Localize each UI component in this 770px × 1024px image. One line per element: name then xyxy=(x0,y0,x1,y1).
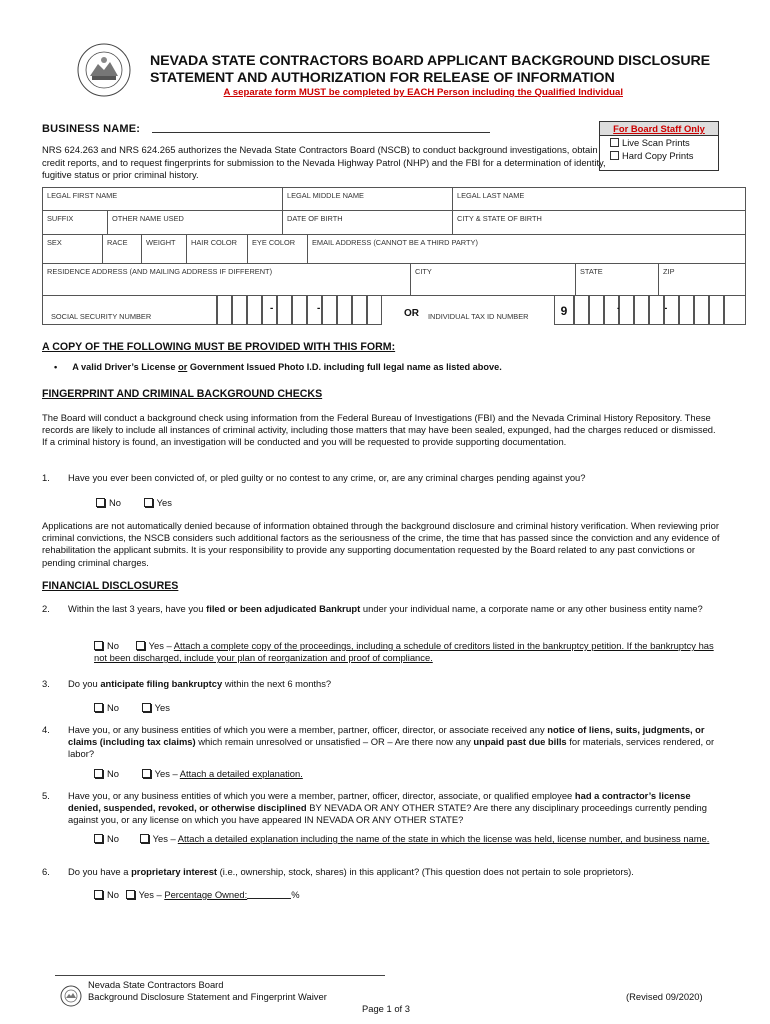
nevada-seal-logo xyxy=(76,40,132,100)
q2-options xyxy=(94,640,714,664)
q6-options xyxy=(94,889,300,900)
itin-digit-box[interactable] xyxy=(574,295,589,325)
percentage-owned-field[interactable] xyxy=(247,889,291,899)
legal-first-name-field[interactable] xyxy=(43,188,283,211)
itin-digit-box[interactable] xyxy=(649,295,664,325)
address-table xyxy=(42,263,746,296)
form-subtitle: A separate form MUST be completed by EACH Person including the Qualified Individual xyxy=(223,87,623,98)
field-label: EYE COLOR xyxy=(252,238,296,247)
field-label: RESIDENCE ADDRESS (AND MAILING ADDRESS IF DIFFERENT) xyxy=(47,267,273,276)
form-title xyxy=(150,53,730,87)
q2-part-a: Within the last 3 years, have you xyxy=(68,603,207,614)
ssn-digit-box[interactable] xyxy=(217,295,232,325)
title-line-1: NEVADA STATE CONTRACTORS BOARD APPLICANT BACKGROUND DISCLOSURE xyxy=(150,53,710,69)
q4-no-option[interactable] xyxy=(94,768,119,779)
ssn-label-cell xyxy=(42,295,217,325)
ssn-digit-box[interactable] xyxy=(337,295,352,325)
no-label: No xyxy=(109,497,121,508)
q3-no-option[interactable] xyxy=(94,702,119,713)
itin-digit-box[interactable] xyxy=(589,295,604,325)
no-label: No xyxy=(107,889,119,900)
q5-number: 5. xyxy=(42,790,50,801)
itin-dash: - xyxy=(664,303,668,314)
ssn-dash: - xyxy=(317,303,321,314)
page-number: Page 1 of 3 xyxy=(362,1003,410,1014)
checkbox-icon[interactable] xyxy=(94,769,103,778)
q3-part-c: within the next 6 months? xyxy=(222,678,332,689)
field-label: HAIR COLOR xyxy=(191,238,237,247)
field-label: WEIGHT xyxy=(146,238,176,247)
legal-last-name-field[interactable] xyxy=(453,188,746,211)
field-label: STATE xyxy=(580,267,603,276)
yes-label: Yes xyxy=(154,702,170,713)
revision-date: (Revised 09/2020) xyxy=(626,991,703,1002)
itin-digit-box[interactable] xyxy=(664,295,679,325)
q3-number: 3. xyxy=(42,678,50,689)
birthplace-field[interactable] xyxy=(453,211,746,235)
q3-part-b: anticipate filing bankruptcy xyxy=(100,678,223,689)
intro-text: NRS 624.263 and NRS 624.265 authorizes the Nevada State Contractors Board (NSCB) to conduct background investigations, obtain credit reports, and to request fingerprints for submission to the Nevada Highway Patrol (NHP) and the FBI for a determination of identity, fugitive status or prior criminal history. xyxy=(42,144,606,180)
itin-label: INDIVIDUAL TAX ID NUMBER xyxy=(428,312,529,321)
q5-options xyxy=(94,833,714,845)
q5-part-c: BY NEVADA OR ANY OTHER STATE? Are there any disciplinary proceedings currently pending against you, or any license on which you have appeared IN NEVADA OR ANY OTHER STATE? xyxy=(68,802,707,826)
no-label: No xyxy=(107,640,119,651)
suffix-field[interactable] xyxy=(43,211,108,235)
field-label: CITY xyxy=(415,267,432,276)
q5-part-a: Have you, or any business entities of which you were a member, partner, officer, director, associate, or qualified employee xyxy=(68,790,575,801)
yes-label: Yes – xyxy=(148,640,174,651)
title-line-2: STATEMENT AND AUTHORIZATION FOR RELEASE OF INFORMATION xyxy=(150,70,615,86)
checkbox-icon[interactable] xyxy=(94,703,103,712)
ssn-digit-box[interactable] xyxy=(247,295,262,325)
q3-yes-option[interactable] xyxy=(142,702,170,713)
q6-part-b: proprietary interest xyxy=(131,866,218,877)
ssn-digit-box[interactable] xyxy=(292,295,307,325)
applicant-info-table-2 xyxy=(42,210,746,235)
field-label: LEGAL MIDDLE NAME xyxy=(287,191,364,200)
no-label: No xyxy=(107,768,119,779)
fingerprint-body: The Board will conduct a background check using information from the Federal Bureau of Investigations (FBI) and the Nevada Criminal History Repository. These records are likely to include all instances of criminal activity, including those matters that may have been sealed, expunged, had the charges reduced or dismissed. If a criminal history is found, an investigation will be conducted and you will be requested to provide supporting documentation. xyxy=(42,412,716,448)
financial-heading: FINANCIAL DISCLOSURES xyxy=(42,580,179,592)
q4-number: 4. xyxy=(42,724,50,735)
yes-label: Yes – xyxy=(152,833,178,844)
race-field[interactable] xyxy=(103,235,142,264)
q2-no-option[interactable] xyxy=(94,640,119,651)
ssn-label: SOCIAL SECURITY NUMBER xyxy=(51,312,152,321)
no-label: No xyxy=(107,833,119,844)
checkbox-icon[interactable] xyxy=(610,151,619,160)
applicant-info-table xyxy=(42,187,746,211)
q2-number: 2. xyxy=(42,603,50,614)
q2-part-c: under your individual name, a corporate name or any other business entity name? xyxy=(360,603,703,614)
itin-digit-box[interactable] xyxy=(634,295,649,325)
zip-field[interactable] xyxy=(659,264,746,296)
field-label: SUFFIX xyxy=(47,214,74,223)
q3-part-a: Do you xyxy=(68,678,101,689)
ssn-digit-box[interactable] xyxy=(322,295,337,325)
q1-no-option[interactable] xyxy=(96,497,121,508)
q4-part-c: which remain unresolved or unsatisfied – OR – Are there now any xyxy=(195,736,474,748)
checkbox-icon[interactable] xyxy=(610,138,619,147)
field-label: RACE xyxy=(107,238,128,247)
q2-yes-option[interactable] xyxy=(136,640,174,651)
checkbox-icon[interactable] xyxy=(136,641,145,650)
q6-part-a: Do you have a xyxy=(68,866,132,877)
sex-field[interactable] xyxy=(43,235,103,264)
ssn-itin-row xyxy=(42,295,746,325)
q3-options xyxy=(94,702,170,713)
or-label: OR xyxy=(404,308,419,319)
itin-digit-box[interactable] xyxy=(619,295,634,325)
q4-part-a: Have you, or any business entities of which you were a member, partner, officer, director, or associate received any xyxy=(68,724,548,735)
checkbox-icon[interactable] xyxy=(142,703,151,712)
q1-text: Have you ever been convicted of, or pled guilty or no contest to any crime, or, are any criminal charges pending against you? xyxy=(68,472,586,483)
applicant-info-table-3 xyxy=(42,234,746,264)
footer-divider xyxy=(55,975,385,976)
q4-text xyxy=(68,724,718,761)
q6-part-c: (i.e., ownership, stock, shares) in this applicant? (This question does not pertain to sole proprietors). xyxy=(217,866,634,877)
itin-digit-box[interactable] xyxy=(709,295,724,325)
state-field[interactable] xyxy=(576,264,659,296)
ssn-digit-box[interactable] xyxy=(367,295,382,325)
footer-line-2: Background Disclosure Statement and Fingerprint Waiver xyxy=(88,990,327,1002)
city-field[interactable] xyxy=(411,264,576,296)
q6-yes-option[interactable] xyxy=(126,889,165,900)
q5-yes-option[interactable] xyxy=(140,833,178,844)
q4-attach-instruction: Attach a detailed explanation. xyxy=(179,768,303,779)
legal-middle-name-field[interactable] xyxy=(283,188,453,211)
ssn-digit-box[interactable] xyxy=(232,295,247,325)
q2-text xyxy=(68,603,718,615)
q4-part-e: for materials, services rendered, or labor? xyxy=(68,736,715,760)
copy-item-part-b: Government Issued Photo I.D. including full legal name as listed above. xyxy=(187,362,502,372)
itin-digit-box[interactable] xyxy=(724,295,746,325)
checkbox-icon[interactable] xyxy=(140,834,149,843)
q6-text xyxy=(68,866,718,878)
weight-field[interactable] xyxy=(142,235,187,264)
q4-yes-option[interactable] xyxy=(142,768,180,779)
itin-dash: - xyxy=(617,303,621,314)
field-label: EMAIL ADDRESS (CANNOT BE A THIRD PARTY) xyxy=(312,238,478,247)
board-staff-heading: For Board Staff Only xyxy=(600,122,718,136)
ssn-dash: - xyxy=(270,303,274,314)
ssn-digit-box[interactable] xyxy=(352,295,367,325)
q6-number: 6. xyxy=(42,866,50,877)
q2-attach-instruction: Attach a complete copy of the proceedings, including a schedule of creditors listed in the bankruptcy petition. If the bankruptcy has not been discharged, include your plan of reorganization and proof of compliance. xyxy=(94,640,714,664)
percentage-owned-label: Percentage Owned: xyxy=(164,889,248,900)
hard-copy-option[interactable] xyxy=(600,149,718,162)
yes-label: Yes – xyxy=(138,889,165,900)
email-field[interactable] xyxy=(308,235,746,264)
business-name-field[interactable] xyxy=(152,132,490,133)
footer-text xyxy=(88,979,327,1002)
q5-text xyxy=(68,790,718,827)
field-label: ZIP xyxy=(663,267,675,276)
yes-label: Yes – xyxy=(154,768,180,779)
ssn-digit-box[interactable] xyxy=(277,295,292,325)
fingerprint-heading: FINGERPRINT AND CRIMINAL BACKGROUND CHECKS xyxy=(42,388,323,400)
field-label: DATE OF BIRTH xyxy=(287,214,343,223)
checkbox-icon[interactable] xyxy=(96,498,105,507)
footer-line-1: Nevada State Contractors Board xyxy=(88,979,224,990)
live-scan-label: Live Scan Prints xyxy=(622,137,690,148)
copy-item-or: or xyxy=(178,362,188,372)
itin-digit-box[interactable] xyxy=(679,295,694,325)
checkbox-icon[interactable] xyxy=(94,834,103,843)
yes-label: Yes xyxy=(156,497,172,508)
hair-color-field[interactable] xyxy=(187,235,248,264)
q4-part-b: notice of liens, suits, judgments, or claims (including tax claims) xyxy=(68,724,705,748)
criminal-note: Applications are not automatically denied because of information obtained through the background disclosure and criminal history verification. When reviewing prior criminal convictions, the NSCB considers such additional factors as the seriousness of the crime, the time that has passed since the conviction and any evidence of rehabilitation the applicant submits. It is your responsibility to provide any supporting documentation requested by the Board related to any past convictions or pending criminal charges. xyxy=(42,520,720,568)
q5-attach-instruction: Attach a detailed explanation including the name of the state in which the license was held, license number, and business name. xyxy=(177,833,710,844)
q5-part-b: had a contractor’s license denied, suspended, revoked, or otherwise disciplined xyxy=(68,790,691,814)
q1-options xyxy=(96,497,172,508)
percent-sign: % xyxy=(291,889,300,900)
hard-copy-label: Hard Copy Prints xyxy=(622,150,694,161)
q6-no-option[interactable] xyxy=(94,889,119,900)
checkbox-icon[interactable] xyxy=(94,890,103,899)
q3-text xyxy=(68,678,718,690)
q4-options xyxy=(94,768,303,779)
q1-yes-option[interactable] xyxy=(144,497,172,508)
field-label: SEX xyxy=(47,238,62,247)
board-staff-box xyxy=(599,121,719,171)
field-label: CITY & STATE OF BIRTH xyxy=(457,214,542,223)
copy-item-part-a: A valid Driver’s License xyxy=(72,362,179,372)
field-label: LEGAL LAST NAME xyxy=(457,191,525,200)
copy-item xyxy=(54,361,502,373)
footer-seal-logo xyxy=(60,985,82,1007)
no-label: No xyxy=(107,702,119,713)
itin-digit-box[interactable] xyxy=(694,295,709,325)
bullet: • xyxy=(54,362,58,372)
copy-heading: A COPY OF THE FOLLOWING MUST BE PROVIDED WITH THIS FORM: xyxy=(42,341,396,353)
eye-color-field[interactable] xyxy=(248,235,308,264)
itin-prefix-box: 9 xyxy=(554,295,574,325)
field-label: OTHER NAME USED xyxy=(112,214,184,223)
q5-no-option[interactable] xyxy=(94,833,119,844)
live-scan-option[interactable] xyxy=(600,136,718,149)
q1-number: 1. xyxy=(42,472,50,483)
business-name-label: BUSINESS NAME: xyxy=(42,123,141,135)
date-of-birth-field[interactable] xyxy=(283,211,453,235)
residence-address-field[interactable] xyxy=(43,264,411,296)
checkbox-icon[interactable] xyxy=(94,641,103,650)
checkbox-icon[interactable] xyxy=(142,769,151,778)
other-name-field[interactable] xyxy=(108,211,283,235)
q2-part-b: filed or been adjudicated Bankrupt xyxy=(206,603,361,614)
checkbox-icon[interactable] xyxy=(144,498,153,507)
field-label: LEGAL FIRST NAME xyxy=(47,191,118,200)
checkbox-icon[interactable] xyxy=(126,890,135,899)
q4-part-d: unpaid past due bills xyxy=(473,736,567,748)
